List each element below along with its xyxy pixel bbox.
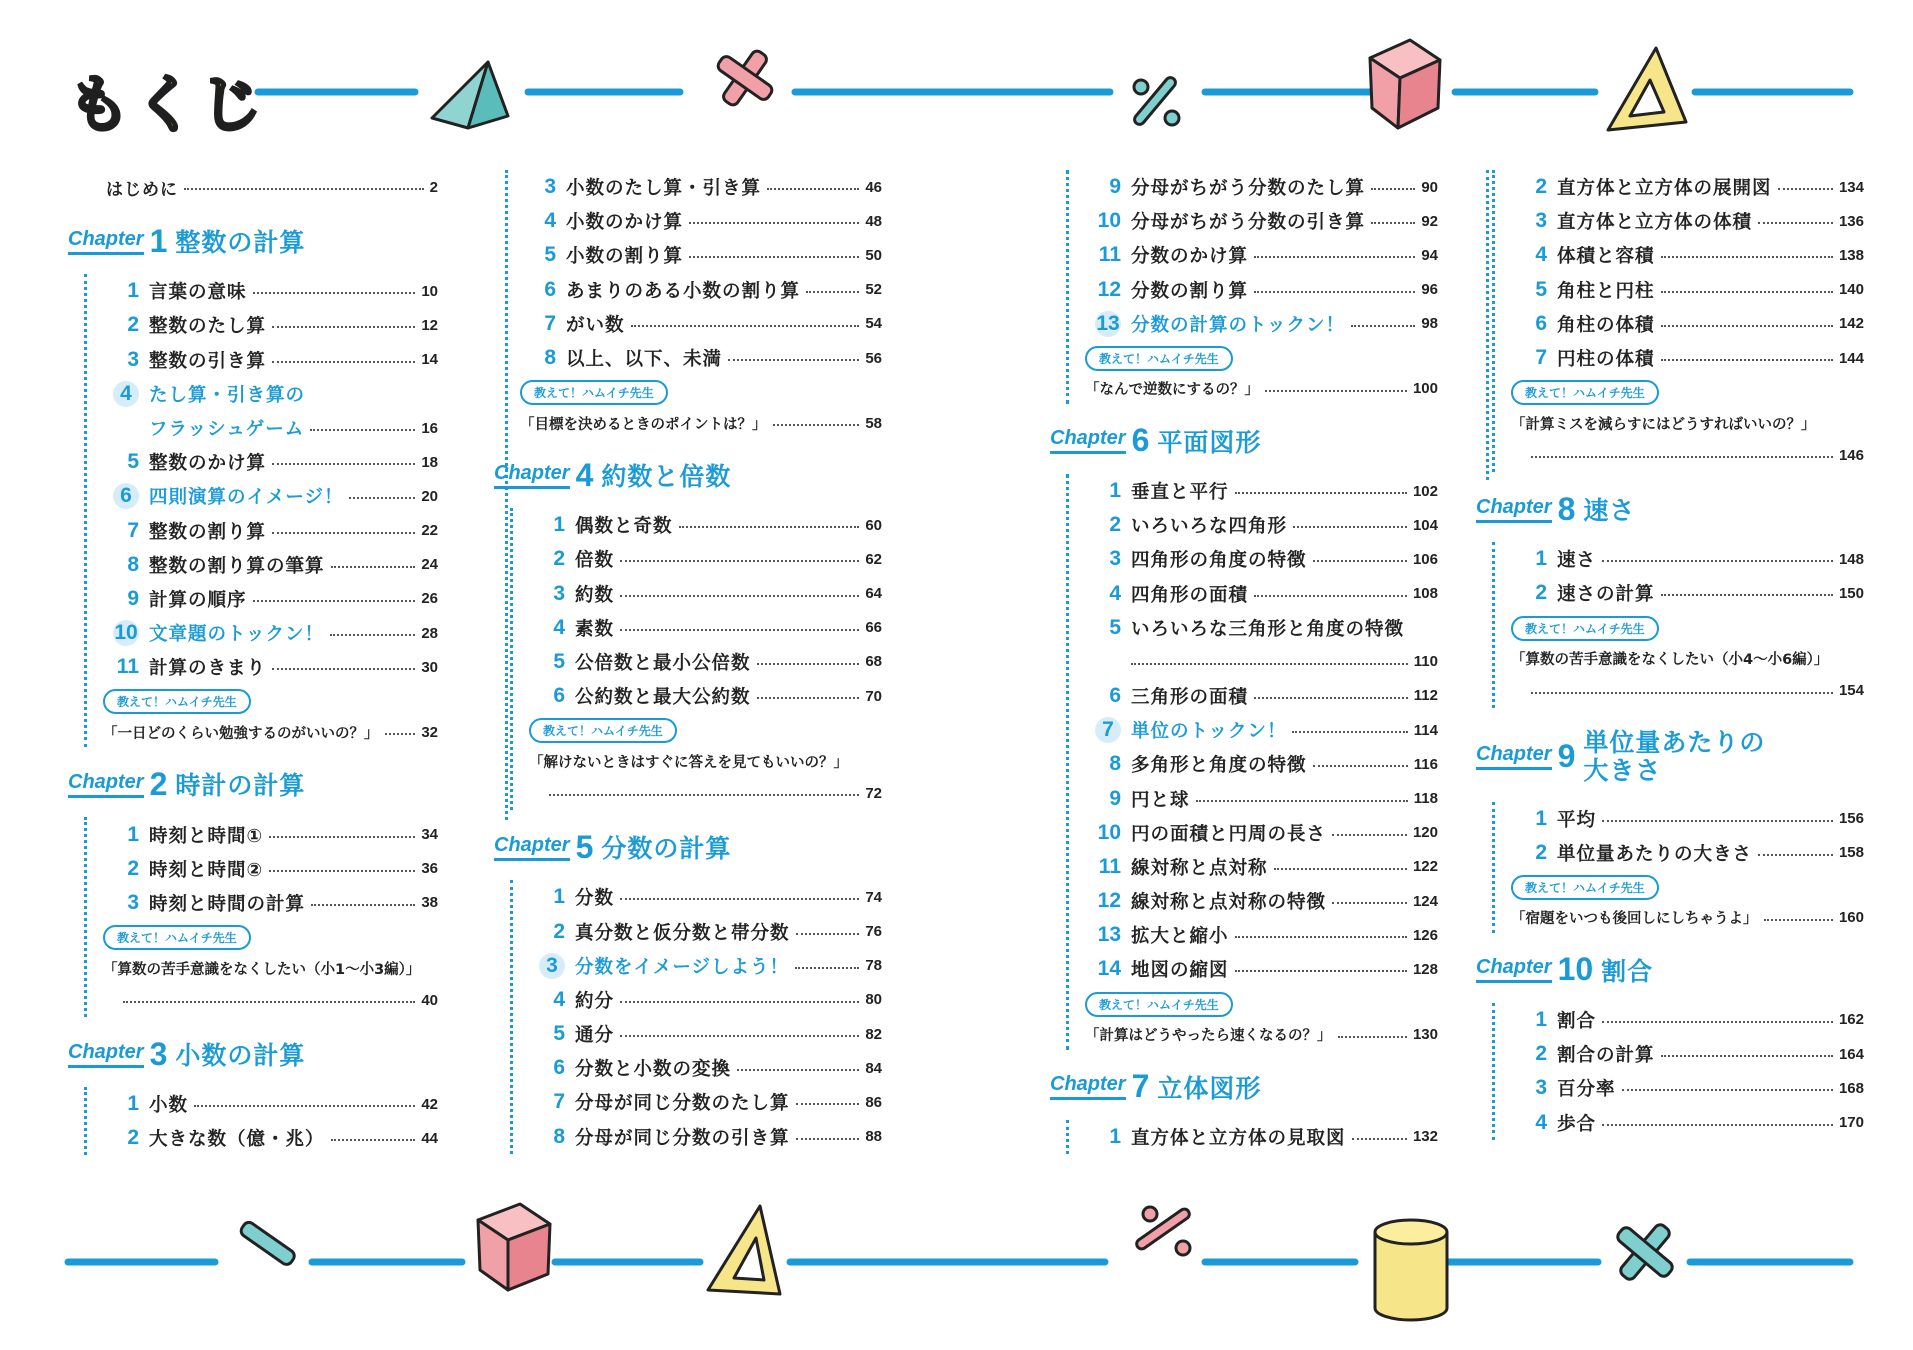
toc-item[interactable]: 14 地図の縮図 128	[1097, 957, 1438, 982]
toc-item[interactable]: 5 整数のかけ算 18	[127, 450, 438, 475]
chapter-1-heading[interactable]: Chapter 1 整数の計算	[68, 222, 306, 259]
toc-item[interactable]: 3 小数のたし算・引き算 46	[544, 175, 882, 200]
leader-dots	[184, 188, 424, 190]
toc-item[interactable]: 2 大きな数（億・兆） 44	[127, 1126, 438, 1151]
toc-item[interactable]: 1 小数 42	[127, 1092, 438, 1117]
teach-badge: 教えて！ハムイチ先生	[1085, 992, 1233, 1017]
cross-icon	[703, 36, 787, 120]
toc-item[interactable]: 2 時刻と時間② 36	[127, 856, 438, 881]
toc-question[interactable]: 「計算ミスを減らすにはどうすればいいの？」	[1511, 416, 1816, 433]
toc-item[interactable]: 2 直方体と立方体の展開図 134	[1535, 175, 1864, 200]
toc-item[interactable]: 6 あまりのある小数の割り算 52	[544, 277, 882, 302]
toc-item[interactable]: 3 分数をイメージしよう！ 78	[529, 949, 882, 983]
toc-question-page[interactable]: 146	[1511, 438, 1864, 472]
chapter-8-list	[1492, 542, 1864, 707]
toc-question[interactable]: 「算数の苦手意識をなくしたい（小1〜小3編）」	[103, 961, 421, 978]
toc-item[interactable]: 3 四角形の角度の特徴 106	[1109, 547, 1438, 572]
pyramid-icon	[432, 62, 508, 128]
toc-item[interactable]: 6 角柱の体積 142	[1535, 311, 1864, 336]
toc-question-page[interactable]: 154	[1511, 674, 1864, 708]
toc-question[interactable]: 「解けないときはすぐに答えを見てもいいの？」	[529, 754, 848, 771]
toc-item[interactable]: 2 割合の計算 164	[1535, 1042, 1864, 1067]
chapter-5-list-cont	[1066, 170, 1438, 404]
chapter-4-list	[510, 508, 882, 810]
chapter-6-heading[interactable]: Chapter 6 平面図形	[1050, 422, 1262, 459]
toc-item[interactable]: 4 小数のかけ算 48	[544, 209, 882, 234]
toc-question[interactable]: 「一日どのくらい勉強するのがいいの？」 32	[103, 723, 438, 742]
chapter-5-heading[interactable]: Chapter 5 分数の計算	[494, 828, 732, 865]
chapter-10-heading[interactable]: Chapter 10 割合	[1476, 951, 1654, 988]
teach-badge: 教えて！ハムイチ先生	[1511, 875, 1659, 900]
toc-item[interactable]: 8 分母が同じ分数の引き算 88	[553, 1124, 882, 1149]
column-divider	[1486, 170, 1489, 480]
percent-icon	[1133, 76, 1179, 127]
toc-item[interactable]: 1 分数 74	[553, 885, 882, 910]
toc-item[interactable]: 3 整数の引き算 14	[127, 347, 438, 372]
toc-item[interactable]: 3 時刻と時間の計算 38	[127, 890, 438, 915]
toc-item[interactable]: 1 平均 156	[1535, 806, 1864, 831]
toc-item[interactable]: 3 百分率 168	[1535, 1076, 1864, 1101]
toc-item[interactable]: 9 計算の順序 26	[127, 586, 438, 611]
chapter-7-heading[interactable]: Chapter 7 立体図形	[1050, 1068, 1262, 1105]
toc-item[interactable]: 9 分母がちがう分数のたし算 90	[1109, 175, 1438, 200]
chapter-7-list	[1066, 1120, 1438, 1154]
toc-item[interactable]: 3 直方体と立方体の体積 136	[1535, 209, 1864, 234]
toc-item[interactable]: 12 線対称と点対称の特徴 124	[1097, 889, 1438, 914]
toc-item[interactable]: 1 時刻と時間① 34	[127, 822, 438, 847]
toc-item[interactable]: 2 整数のたし算 12	[127, 313, 438, 338]
toc-item[interactable]: 1 言葉の意味 10	[127, 279, 438, 304]
top-decoration	[0, 0, 1913, 140]
chapter-6-list	[1066, 474, 1438, 1050]
cylinder-icon	[1375, 1220, 1447, 1320]
toc-item[interactable]: 7 単位のトックン！ 114	[1085, 713, 1438, 747]
toc-item[interactable]: 13 拡大と縮小 126	[1097, 923, 1438, 948]
toc-item[interactable]: 7 整数の割り算 22	[127, 518, 438, 543]
toc-item[interactable]: 10 文章題のトックン！ 28	[114, 621, 438, 646]
chapter-5-list	[510, 880, 882, 1154]
toc-item[interactable]: 7 分母が同じ分数のたし算 86	[553, 1090, 882, 1115]
chapter-2-heading[interactable]: Chapter 2 時計の計算	[68, 765, 306, 802]
toc-item[interactable]: 7 円柱の体積 144	[1535, 346, 1864, 371]
toc-item[interactable]: 8 整数の割り算の筆算 24	[127, 552, 438, 577]
toc-item[interactable]: 6 三角形の面積 112	[1109, 683, 1438, 708]
toc-question[interactable]: 「目標を決めるときのポイントは？」 58	[520, 414, 882, 433]
toc-column-1	[68, 170, 438, 1155]
teach-badge: 教えて！ハムイチ先生	[529, 718, 677, 743]
cube-icon	[1370, 40, 1440, 128]
toc-item[interactable]: 12 分数の割り算 96	[1097, 277, 1438, 302]
teach-badge: 教えて！ハムイチ先生	[103, 689, 251, 714]
chapter-9-heading[interactable]: Chapter 9 単位量あたりの 大きさ	[1476, 727, 1766, 785]
toc-item[interactable]: 2 真分数と仮分数と帯分数 76	[553, 919, 882, 944]
toc-item[interactable]: 4 四角形の面積 108	[1109, 581, 1438, 606]
toc-item[interactable]: 8 多角形と角度の特徴 116	[1109, 752, 1438, 777]
percent-icon	[1135, 1207, 1192, 1255]
toc-item[interactable]: 6 公約数と最大公約数 70	[553, 684, 882, 709]
toc-item[interactable]: 1 速さ 148	[1535, 547, 1864, 572]
toc-item-continued[interactable]: フラッシュゲーム 16	[149, 419, 438, 441]
toc-item[interactable]: 1 割合 162	[1535, 1007, 1864, 1032]
teach-badge: 教えて！ハムイチ先生	[1511, 380, 1659, 405]
toc-item[interactable]: 2 単位量あたりの大きさ 158	[1535, 840, 1864, 865]
toc-question[interactable]: 「宿題をいつも後回しにしちゃうよ」 160	[1511, 909, 1864, 928]
toc-question[interactable]: 「なんで逆数にするの？」 100	[1085, 380, 1438, 399]
toc-item[interactable]: 2 倍数 62	[553, 547, 882, 572]
page-title: もくじ	[68, 68, 267, 141]
toc-item[interactable]: 11 線対称と点対称 122	[1098, 854, 1438, 879]
toc-item[interactable]: 4 体積と容積 138	[1535, 243, 1864, 268]
teach-badge: 教えて！ハムイチ先生	[1511, 616, 1659, 641]
chapter-3-list-cont	[512, 170, 882, 438]
cube-icon	[478, 1204, 550, 1290]
toc-column-4	[1476, 170, 1864, 1140]
toc-item[interactable]: 8 以上、以下、未満 56	[544, 346, 882, 371]
bottom-decoration	[0, 1190, 1913, 1340]
triangle-ruler-icon	[708, 1206, 780, 1294]
toc-item[interactable]: 1 偶数と奇数 60	[553, 513, 882, 538]
toc-item[interactable]: 11 計算のきまり 30	[116, 655, 438, 680]
toc-item[interactable]: 3 約数 64	[553, 581, 882, 606]
toc-item[interactable]: 5 公倍数と最小公倍数 68	[553, 649, 882, 674]
toc-item[interactable]: 4 約分 80	[553, 987, 882, 1012]
toc-item[interactable]: 13 分数の計算のトックン！ 98	[1096, 311, 1438, 336]
toc-item[interactable]: 4 素数 66	[553, 615, 882, 640]
toc-item[interactable]: 4 歩合 170	[1535, 1110, 1864, 1135]
toc-item[interactable]: 9 円と球 118	[1109, 786, 1438, 811]
chapter-7-list-cont	[1492, 170, 1864, 472]
toc-column-2	[494, 170, 882, 1154]
chapter-3-heading[interactable]: Chapter 3 小数の計算	[68, 1035, 306, 1072]
chapter-4-heading[interactable]: Chapter 4 約数と倍数	[494, 456, 732, 493]
toc-item[interactable]: 1 垂直と平行 102	[1109, 479, 1438, 504]
teach-badge: 教えて！ハムイチ先生	[103, 925, 251, 950]
toc-question[interactable]: 「算数の苦手意識をなくしたい（小4〜小6編）」	[1511, 652, 1829, 668]
minus-icon	[239, 1220, 297, 1267]
teach-badge: 教えて！ハムイチ先生	[520, 380, 668, 405]
chapter-10-list	[1492, 1003, 1864, 1140]
chapter-1-list	[84, 274, 438, 747]
chapter-2-list	[84, 817, 438, 1017]
toc-item[interactable]: 7 がい数 54	[544, 311, 882, 336]
toc-item-page[interactable]: 110	[1085, 645, 1438, 679]
toc-question-page[interactable]: 40	[103, 983, 438, 1017]
toc-item[interactable]: 6 四則演算のイメージ！ 20	[103, 479, 438, 513]
toc-item[interactable]: 2 速さの計算 150	[1535, 581, 1864, 606]
toc-item-intro[interactable]: はじめに 2	[106, 178, 438, 200]
chapter-3-list	[84, 1087, 438, 1155]
triangle-ruler-icon	[1608, 48, 1686, 130]
toc-item[interactable]: 10 分母がちがう分数の引き算 92	[1097, 209, 1438, 234]
toc-item[interactable]: 2 いろいろな四角形 104	[1109, 513, 1438, 538]
toc-column-3	[1050, 170, 1438, 1154]
toc-item[interactable]: 1 直方体と立方体の見取図 132	[1109, 1124, 1438, 1149]
chapter-9-list	[1492, 802, 1864, 933]
teach-badge: 教えて！ハムイチ先生	[1085, 346, 1233, 371]
toc-item[interactable]: 10 円の面積と円周の長さ 120	[1097, 820, 1438, 845]
toc-item[interactable]: 11 分数のかけ算 94	[1098, 243, 1438, 268]
cross-icon	[1600, 1207, 1690, 1297]
toc-question[interactable]: 「計算はどうやったら速くなるの？」 130	[1085, 1026, 1438, 1045]
toc-item[interactable]: 6 分数と小数の変換 84	[553, 1056, 882, 1081]
chapter-8-heading[interactable]: Chapter 8 速さ	[1476, 490, 1636, 527]
toc-item[interactable]: 5 小数の割り算 50	[544, 243, 882, 268]
toc-item[interactable]: 4 たし算・引き算の	[103, 377, 438, 411]
toc-item[interactable]: 5 角柱と円柱 140	[1535, 277, 1864, 302]
toc-item[interactable]: 5 通分 82	[553, 1022, 882, 1047]
toc-item[interactable]: 5 いろいろな三角形と角度の特徴	[1109, 615, 1405, 640]
toc-question-page[interactable]: 72	[529, 776, 882, 810]
